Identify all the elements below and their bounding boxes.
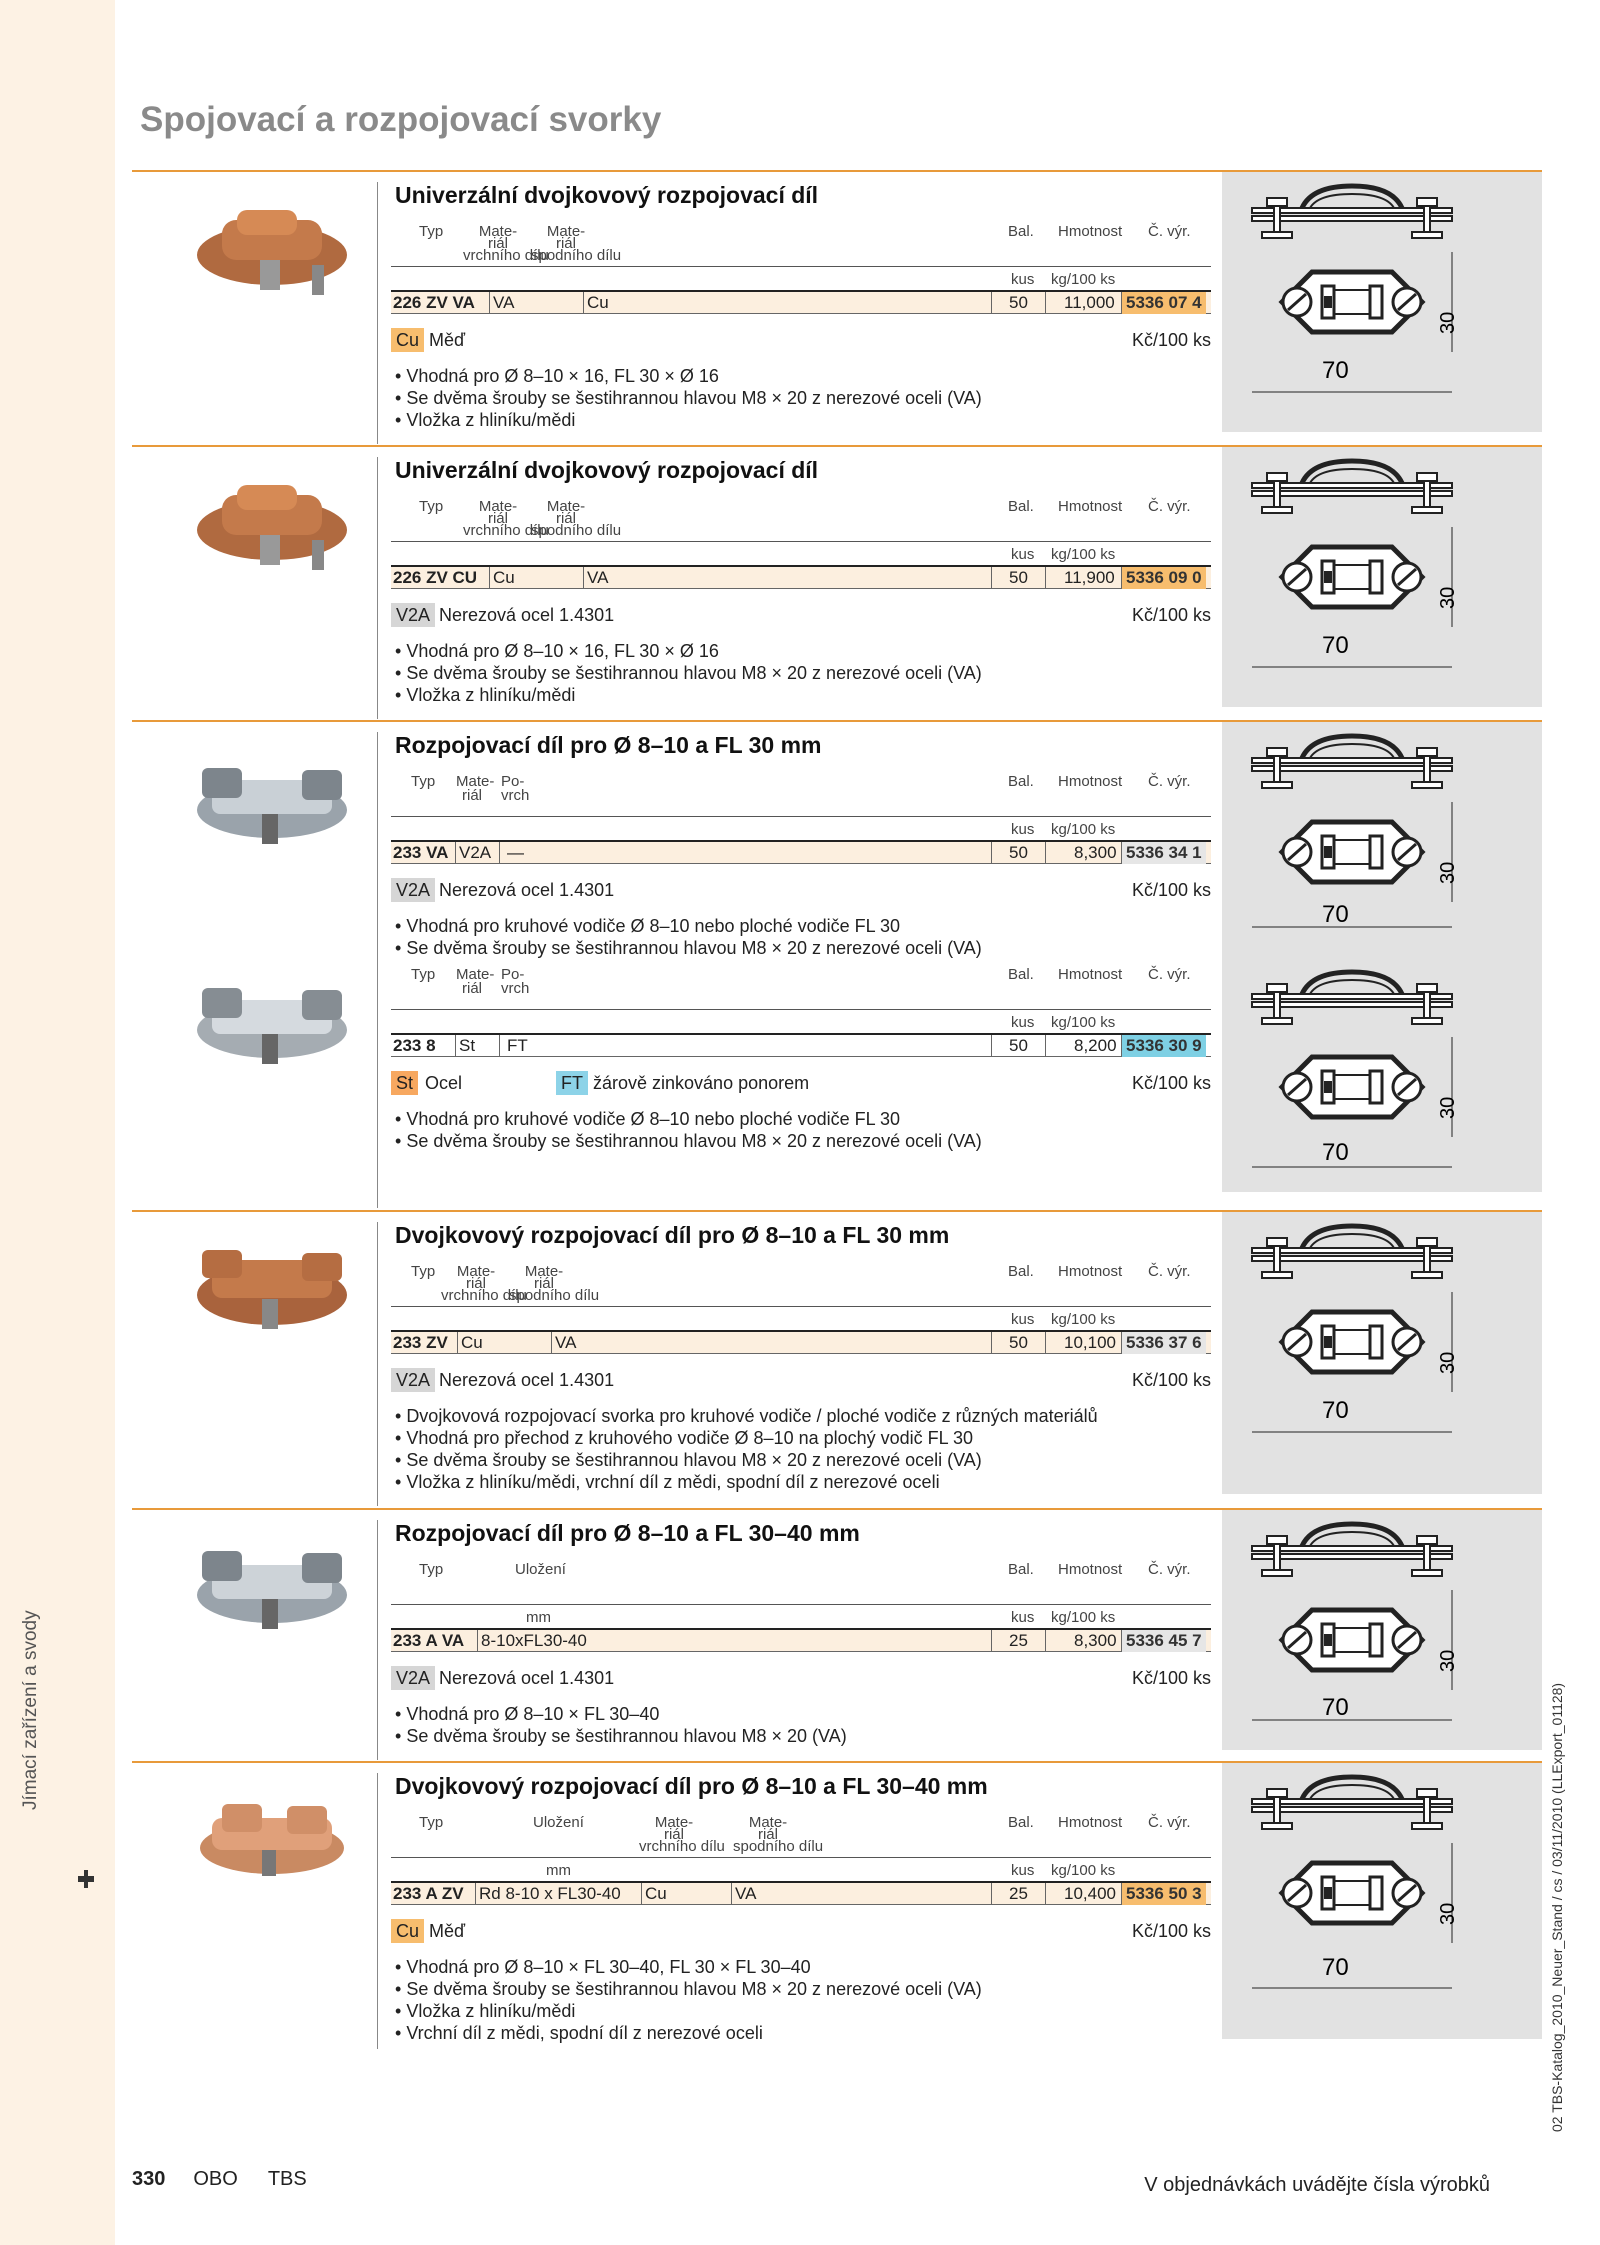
svg-text:30: 30 [1437, 1351, 1459, 1374]
order-number: 5336 34 1 [1122, 842, 1206, 864]
page-number: 330 [132, 2168, 166, 2190]
list-item: • Vložka z hliníku/mědi [395, 410, 576, 430]
product-section-226-zv-va [132, 170, 1542, 445]
product-section-233-va [132, 720, 1542, 1210]
svg-text:70: 70 [1322, 1139, 1349, 1166]
list-item: • Vložka z hliníku/mědi [395, 685, 576, 705]
material-line: Cu Měď Kč/100 ks [391, 1916, 1211, 1944]
list-item: • Vrchní díl z mědi, spodní díl z nerezové oceli [395, 2023, 763, 2043]
material-line: V2A Nerezová ocel 1.4301 Kč/100 ks [391, 600, 1211, 628]
catalog-reference: 02 TBS-Katalog_2010_Neuer_Stand / cs / 03/11/2010 (LLExport_01128) [1549, 1682, 1565, 2132]
svg-text:30: 30 [1437, 1902, 1459, 1925]
section-vline [377, 182, 378, 444]
list-item: • Se dvěma šrouby se šestihrannou hlavou M8 × 20 (VA) [395, 1726, 847, 1746]
technical-drawing [1222, 172, 1542, 432]
svg-text:30: 30 [1437, 861, 1459, 884]
brand-obo: OBO [193, 2168, 238, 2190]
list-item: • Se dvěma šrouby se šestihrannou hlavou M8 × 20 z nerezové oceli (VA) [395, 1979, 982, 1999]
list-item: • Vložka z hliníku/mědi [395, 2001, 576, 2021]
product-section-233-a-va [132, 1508, 1542, 1761]
material-line: St Ocel FT žárově zinkováno ponorem Kč/100 ks [391, 1068, 1211, 1096]
order-number: 5336 37 6 [1122, 1332, 1206, 1354]
product-photo [182, 1786, 362, 1896]
order-number: 5336 45 7 [1122, 1630, 1206, 1652]
list-item: • Vhodná pro přechod z kruhového vodiče Ø 8–10 na plochý vodič FL 30 [395, 1428, 974, 1448]
product-table: Typ Mate- riál Po- vrch Bal. Hmotnost Č. výr. kus kg/100 ks 233 VA V2A — 50 8,300 5336 34 1 [391, 772, 1211, 862]
feature-list [395, 640, 982, 706]
brand-tbs: TBS [267, 2168, 307, 2190]
product-table: Typ Mate- riál vrchního dílu Mate- riál spodního dílu Bal. Hmotnost Č. výr. kus kg/100 ks 233 ZV Cu VA 50 10,100 5336 37 6 [391, 1262, 1211, 1352]
product-table: Typ Mate- riál vrchního dílu Mate- riál spodního dílu Bal. Hmotnost Č. výr. kus kg/100 ks 226 ZV VA VA Cu 50 11,000 5336 07 4 [391, 222, 1211, 312]
svg-text:70: 70 [1322, 357, 1349, 384]
technical-drawing [1222, 722, 1542, 1192]
product-photo [182, 195, 362, 305]
list-item: • Dvojkovová rozpojovací svorka pro kruhové vodiče / ploché vodiče z různých materiálů [395, 1406, 1098, 1426]
product-section-226-zv-cu [132, 445, 1542, 720]
material-line: V2A Nerezová ocel 1.4301 Kč/100 ks [391, 1663, 1211, 1691]
feature-list [395, 1108, 982, 1152]
product-section-233-zv [132, 1210, 1542, 1508]
product-table: Typ Uložení Bal. Hmotnost Č. výr. mm kus kg/100 ks 233 A VA 8-10xFL30-40 25 8,300 5336 45 7 [391, 1560, 1211, 1650]
product-photo [182, 750, 362, 860]
product-photo [182, 1235, 362, 1345]
list-item: • Se dvěma šrouby se šestihrannou hlavou M8 × 20 z nerezové oceli (VA) [395, 663, 982, 683]
section-title: Univerzální dvojkovový rozpojovací díl [395, 182, 819, 208]
left-margin-strip [0, 0, 115, 2245]
product-photo [182, 1533, 362, 1643]
svg-text:70: 70 [1322, 1397, 1349, 1424]
list-item: • Vložka z hliníku/mědi, vrchní díl z mědi, spodní díl z nerezové oceli [395, 1472, 940, 1492]
product-table: Typ Mate- riál vrchního dílu Mate- riál spodního dílu Bal. Hmotnost Č. výr. kus kg/100 ks 226 ZV CU Cu VA 50 11,900 5336 09 0 [391, 497, 1211, 587]
material-line: V2A Nerezová ocel 1.4301 Kč/100 ks [391, 1365, 1211, 1393]
svg-text:30: 30 [1437, 586, 1459, 609]
product-table-variant: Typ Mate- riál Po- vrch Bal. Hmotnost Č. výr. kus kg/100 ks 233 8 St FT 50 8,200 5336 30 9 [391, 965, 1211, 1055]
page-footer [132, 2168, 337, 2191]
section-title: Dvojkovový rozpojovací díl pro Ø 8–10 a FL 30–40 mm [395, 1773, 988, 1799]
chapter-icon [78, 1870, 94, 1888]
svg-text:30: 30 [1437, 1649, 1459, 1672]
product-section-233-a-zv [132, 1761, 1542, 2051]
section-title: Rozpojovací díl pro Ø 8–10 a FL 30–40 mm [395, 1520, 860, 1546]
section-title: Rozpojovací díl pro Ø 8–10 a FL 30 mm [395, 732, 822, 758]
list-item: • Se dvěma šrouby se šestihrannou hlavou M8 × 20 z nerezové oceli (VA) [395, 938, 982, 958]
feature-list [395, 1703, 847, 1747]
feature-list [395, 915, 982, 959]
material-line: Cu Měď Kč/100 ks [391, 325, 1211, 353]
svg-text:70: 70 [1322, 1694, 1349, 1721]
list-item: • Vhodná pro kruhové vodiče Ø 8–10 nebo ploché vodiče FL 30 [395, 1109, 900, 1129]
page-title: Spojovací a rozpojovací svorky [140, 100, 662, 139]
list-item: • Vhodná pro kruhové vodiče Ø 8–10 nebo ploché vodiče FL 30 [395, 916, 900, 936]
list-item: • Se dvěma šrouby se šestihrannou hlavou M8 × 20 z nerezové oceli (VA) [395, 1450, 982, 1470]
feature-list [395, 365, 982, 431]
svg-text:70: 70 [1322, 632, 1349, 659]
section-title: Dvojkovový rozpojovací díl pro Ø 8–10 a FL 30 mm [395, 1222, 950, 1248]
order-number: 5336 30 9 [1122, 1035, 1206, 1057]
technical-drawing [1222, 447, 1542, 707]
product-photo [182, 470, 362, 580]
section-title: Univerzální dvojkovový rozpojovací díl [395, 457, 819, 483]
list-item: • Vhodná pro Ø 8–10 × FL 30–40, FL 30 × FL 30–40 [395, 1957, 811, 1977]
svg-text:70: 70 [1322, 901, 1349, 928]
list-item: • Vhodná pro Ø 8–10 × 16, FL 30 × Ø 16 [395, 641, 719, 661]
footer-note: V objednávkách uvádějte čísla výrobků [1144, 2174, 1490, 2196]
material-line: V2A Nerezová ocel 1.4301 Kč/100 ks [391, 875, 1211, 903]
list-item: • Se dvěma šrouby se šestihrannou hlavou M8 × 20 z nerezové oceli (VA) [395, 388, 982, 408]
order-number: 5336 07 4 [1122, 292, 1206, 314]
list-item: • Vhodná pro Ø 8–10 × 16, FL 30 × Ø 16 [395, 366, 719, 386]
order-number: 5336 09 0 [1122, 567, 1206, 589]
side-chapter-label: Jímací zařízení a svody [20, 1610, 41, 1810]
list-item: • Se dvěma šrouby se šestihrannou hlavou M8 × 20 z nerezové oceli (VA) [395, 1131, 982, 1151]
technical-drawing [1222, 1510, 1542, 1750]
product-photo [182, 970, 362, 1080]
order-number: 5336 50 3 [1122, 1883, 1206, 1905]
list-item: • Vhodná pro Ø 8–10 × FL 30–40 [395, 1704, 660, 1724]
feature-list [395, 1956, 982, 2044]
technical-drawing [1222, 1763, 1542, 2039]
product-table: Typ Uložení Mate- riál vrchního dílu Mate- riál spodního dílu Bal. Hmotnost Č. výr. mm kus kg/100 ks 233 A ZV Rd 8-10 x FL30-40 Cu VA 25 10,400 5336 50 3 [391, 1813, 1211, 1903]
svg-text:70: 70 [1322, 1954, 1349, 1981]
svg-text:30: 30 [1437, 1096, 1459, 1119]
feature-list [395, 1405, 1098, 1493]
svg-text:30: 30 [1437, 311, 1459, 334]
technical-drawing [1222, 1212, 1542, 1494]
